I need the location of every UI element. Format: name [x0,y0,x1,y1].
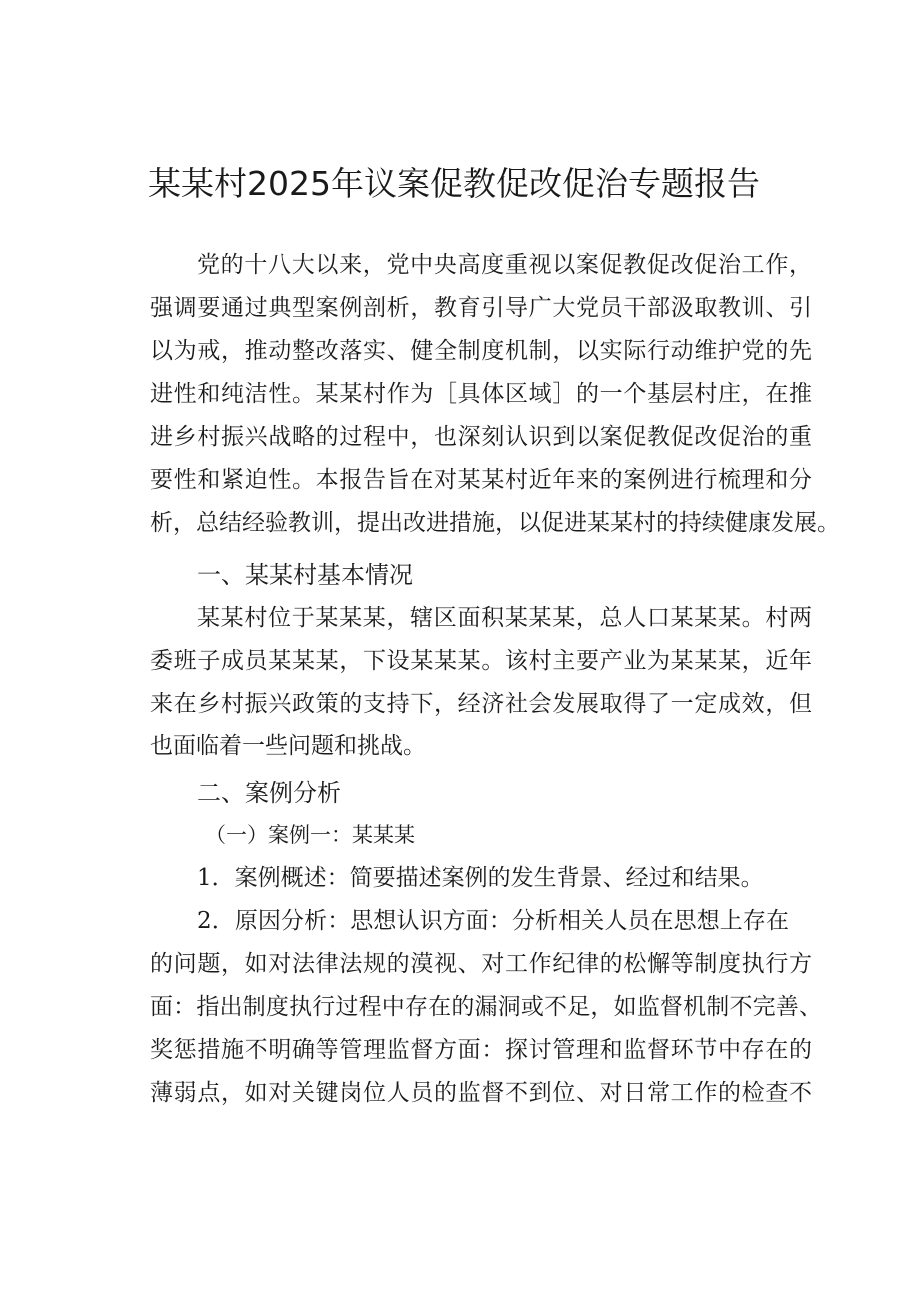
paragraph-line: 薄弱点，如对关键岗位人员的监督不到位、对日常工作的检查不 [150,1080,812,1106]
paragraph-line: 委班子成员某某某，下设某某某。该村主要产业为某某某，近年 [150,648,812,674]
paragraph-line: 析，总结经验教训，提出改进措施，以促进某某村的持续健康发展。 [150,510,840,536]
paragraph-line: 要性和紧迫性。本报告旨在对某某村近年来的案例进行梳理和分 [150,467,812,493]
paragraph-line: 强调要通过典型案例剖析，教育引导广大党员干部汲取教训、引 [150,295,812,321]
case-title: （一）案例一：某某某 [205,823,415,847]
paragraph-line: 党的十八大以来，党中央高度重视以案促教促改促治工作， [197,252,812,278]
section-heading: 二、案例分析 [197,779,341,807]
paragraph-line: 面：指出制度执行过程中存在的漏洞或不足，如监督机制不完善、 [150,994,822,1020]
paragraph-line: 进乡村振兴战略的过程中，也深刻认识到以案促教促改促治的重 [150,424,812,450]
paragraph-line: 的问题，如对法律法规的漠视、对工作纪律的松懈等制度执行方 [150,951,812,977]
paragraph-line: 来在乡村振兴政策的支持下，经济社会发展取得了一定成效，但 [150,691,812,717]
paragraph-line: 以为戒，推动整改落实、健全制度机制，以实际行动维护党的先 [150,338,812,364]
paragraph-line: 奖惩措施不明确等管理监督方面：探讨管理和监督环节中存在的 [150,1037,812,1063]
section-heading: 一、某某村基本情况 [197,561,413,589]
case-overview: 1．案例概述：简要描述案例的发生背景、经过和结果。 [197,865,764,891]
paragraph-line: 进性和纯洁性。某某村作为［具体区域］的一个基层村庄，在推 [150,381,812,407]
paragraph-line: 2．原因分析：思想认识方面：分析相关人员在思想上存在 [197,908,789,934]
document-title: 某某村2025年议案促教促改促治专题报告 [148,164,760,203]
paragraph-line: 也面临着一些问题和挑战。 [150,733,426,759]
paragraph-line: 某某村位于某某某，辖区面积某某某，总人口某某某。村两 [197,605,812,631]
